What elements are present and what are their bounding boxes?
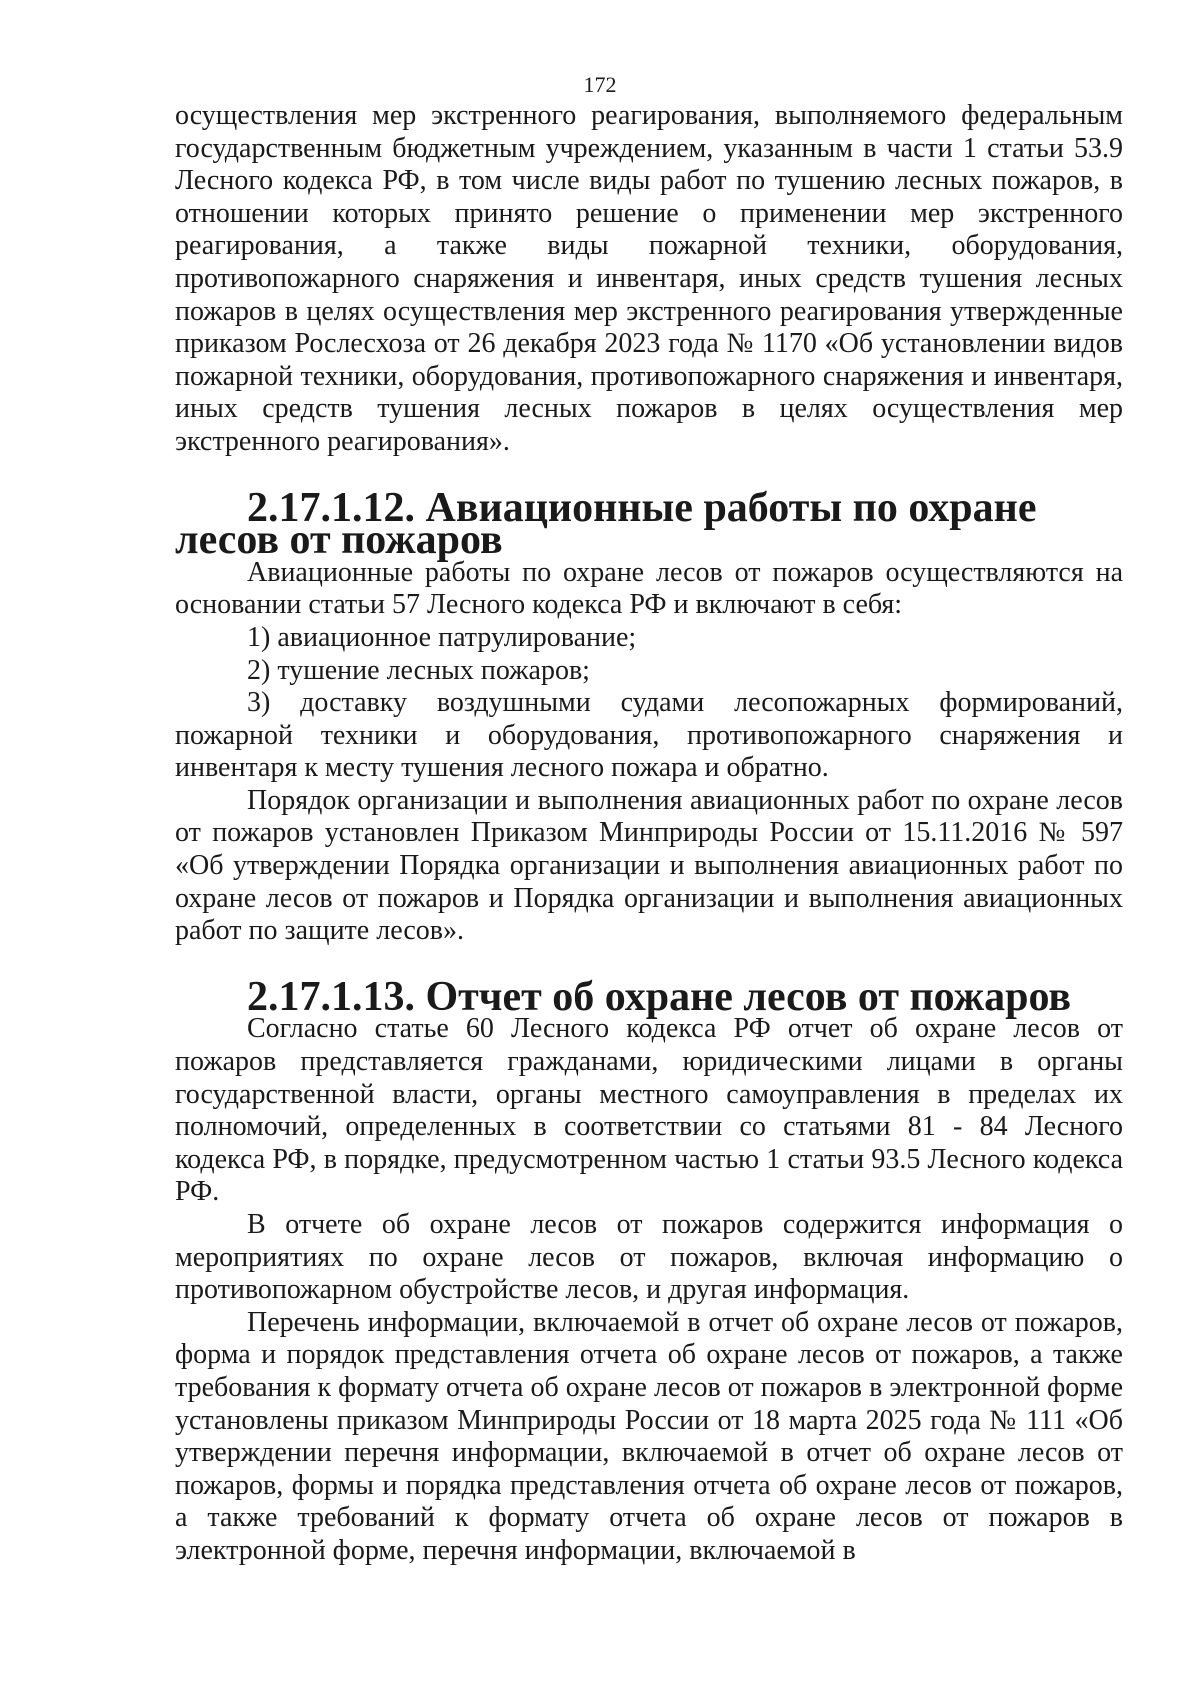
paragraph-report-contents: В отчете об охране лесов от пожаров содержится информация о мероприятиях по охране лесов от пожаров, включая информацию о противопожарном обустройстве лесов, и другая информация. xyxy=(175,1209,1123,1306)
paragraph-aviation-order: Порядок организации и выполнения авиационных работ по охране лесов от пожаров установлен Приказом Минприроды России от 15.11.2016 № 597 «Об утверждении Порядка организации и выполнения авиационных работ по охране лесов от пожаров и Порядка организации и выполнения авиационных работ по защите лесов». xyxy=(175,784,1123,947)
list-item-1: 1) авиационное патрулирование; xyxy=(247,621,637,653)
paragraph-aviation-intro: Авиационные работы по охране лесов от пожаров осуществляются на основании статьи 57 Лесного кодекса РФ и включают в себя: xyxy=(175,556,1123,621)
list-item-2: 2) тушение лесных пожаров; xyxy=(247,654,590,686)
paragraph-report-basis: Согласно статье 60 Лесного кодекса РФ отчет об охране лесов от пожаров представляется гражданами, юридическими лицами в органы государственной власти, органы местного самоуправления в пределах их полномочий, определенных в соответствии со статьями 81 - 84 Лесного кодекса РФ, в порядке, предусмотренном частью 1 статьи 93.5 Лесного кодекса РФ. xyxy=(175,1013,1123,1208)
page-number: 172 xyxy=(583,72,617,97)
document-body xyxy=(175,100,1123,1568)
section-heading-2-17-1-12: 2.17.1.12. Авиационные работы по охране лесов от пожаров xyxy=(175,484,1037,564)
section-heading-2-17-1-13: 2.17.1.13. Отчет об охране лесов от пожаров xyxy=(247,973,1072,1020)
paragraph-report-order: Перечень информации, включаемой в отчет об охране лесов от пожаров, форма и порядок представления отчета об охране лесов от пожаров, а также требования к формату отчета об охране лесов от пожаров в электронной форме установлены приказом Минприроды России от 18 марта 2025 года № 111 «Об утверждении перечня информации, включаемой в отчет об охране лесов от пожаров, формы и порядка представления отчета об охране лесов от пожаров, а также требований к формату отчета об охране лесов от пожаров в электронной форме, перечня информации, включаемой в xyxy=(175,1306,1123,1566)
list-item-3: 3) доставку воздушными судами лесопожарных формирований, пожарной техники и оборудования, противопожарного снаряжения и инвентаря к месту тушения лесного пожара и обратно. xyxy=(175,687,1123,784)
paragraph-continuation: осуществления мер экстренного реагирования, выполняемого федеральным государственным бюджетным учреждением, указанным в части 1 статьи 53.9 Лесного кодекса РФ, в том числе виды работ по тушению лесных пожаров, в отношении которых принято решение о применении мер экстренного реагирования, а также виды пожарной техники, оборудования, противопожарного снаряжения и инвентаря, иных средств тушения лесных пожаров в целях осуществления мер экстренного реагирования утвержденные приказом Рослесхоза от 26 декабря 2023 года № 1170 «Об установлении видов пожарной техники, оборудования, противопожарного снаряжения и инвентаря, иных средств тушения лесных пожаров в целях осуществления мер экстренного реагирования». xyxy=(175,100,1123,457)
